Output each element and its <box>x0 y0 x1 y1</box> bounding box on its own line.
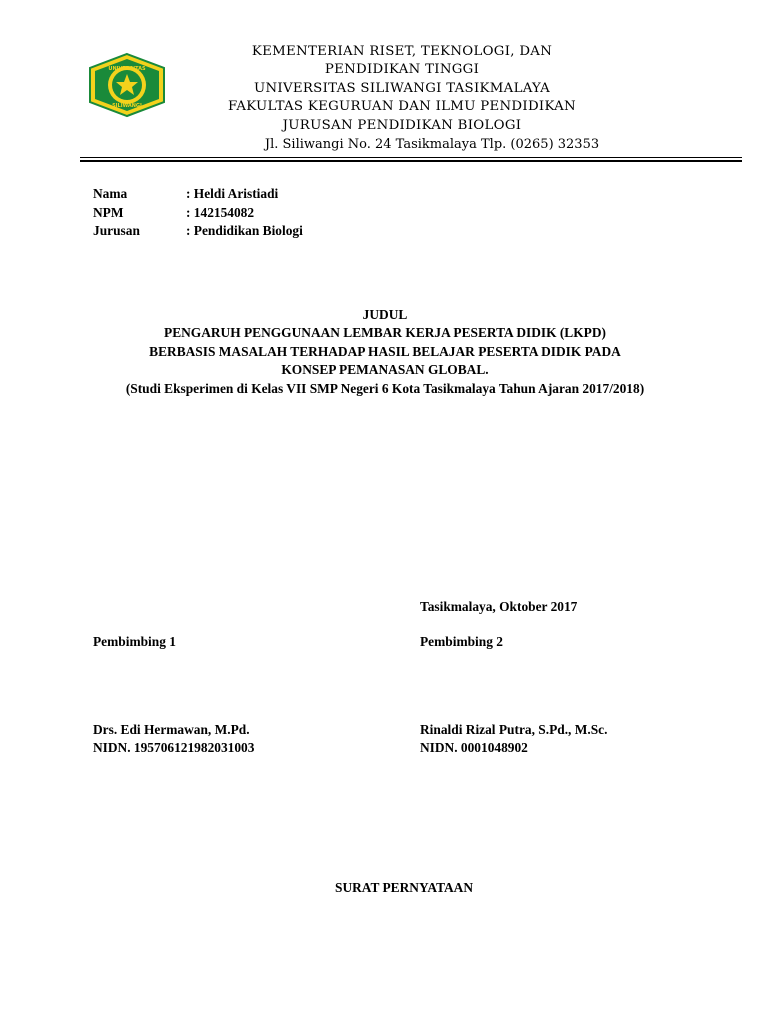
kop-line-2: PENDIDIKAN TINGGI <box>324 62 480 78</box>
identity-label: NPM <box>93 204 124 220</box>
title-subtitle: (Studi Eksperimen di Kelas VII SMP Negeri 6 Kota Tasikmalaya Tahun Ajaran 2017/2018) <box>125 380 645 396</box>
logo-text-bottom: SILIWANGI <box>112 103 142 109</box>
advisor-2-role: Pembimbing 2 <box>420 634 503 649</box>
kop-line-3: UNIVERSITAS SILIWANGI TASIKMALAYA <box>253 80 551 96</box>
logo-text-top: UNIVERSITAS <box>108 66 146 72</box>
identity-block <box>93 185 303 241</box>
letterhead <box>170 43 634 154</box>
title-line-1: PENGARUH PENGGUNAAN LEMBAR KERJA PESERTA DIDIK (LKPD) <box>164 325 606 341</box>
place-date: Tasikmalaya, Oktober 2017 <box>420 599 578 614</box>
identity-row-jurusan <box>93 222 303 241</box>
kop-line-4: FAKULTAS KEGURUAN DAN ILMU PENDIDIKAN <box>227 99 576 115</box>
advisor-1-name: Drs. Edi Hermawan, M.Pd. <box>93 722 250 737</box>
identity-value: : Heldi Aristiadi <box>186 186 279 201</box>
advisor-2-name: Rinaldi Rizal Putra, S.Pd., M.Sc. <box>420 722 608 737</box>
identity-value: : 142154082 <box>186 204 255 220</box>
identity-label: Jurusan <box>93 223 140 238</box>
title-line-2: BERBASIS MASALAH TERHADAP HASIL BELAJAR PESERTA DIDIK PADA <box>149 343 621 359</box>
title-line-3: KONSEP PEMANASAN GLOBAL. <box>281 362 489 378</box>
title-heading: JUDUL <box>362 307 408 322</box>
advisor-1-role: Pembimbing 1 <box>93 634 176 649</box>
advisor-2-nidn: NIDN. 0001048902 <box>420 740 528 755</box>
kop-line-5: JURUSAN PENDIDIKAN BIOLOGI <box>282 117 522 133</box>
advisor-1-nidn: NIDN. 195706121982031003 <box>93 740 255 755</box>
identity-row-npm <box>93 204 303 223</box>
identity-row-nama <box>93 185 303 204</box>
kop-address: Jl. Siliwangi No. 24 Tasikmalaya Tlp. (0265) 32353 <box>264 137 600 153</box>
surat-pernyataan-heading: SURAT PERNYATAAN <box>335 880 474 895</box>
university-logo <box>84 52 170 118</box>
header-divider-thick <box>80 160 742 162</box>
identity-label: Nama <box>93 186 128 201</box>
header-divider-thin <box>80 157 742 158</box>
kop-line-1: KEMENTERIAN RISET, TEKNOLOGI, DAN <box>251 44 553 59</box>
title-block <box>80 306 690 398</box>
identity-value: : Pendidikan Biologi <box>186 223 303 238</box>
